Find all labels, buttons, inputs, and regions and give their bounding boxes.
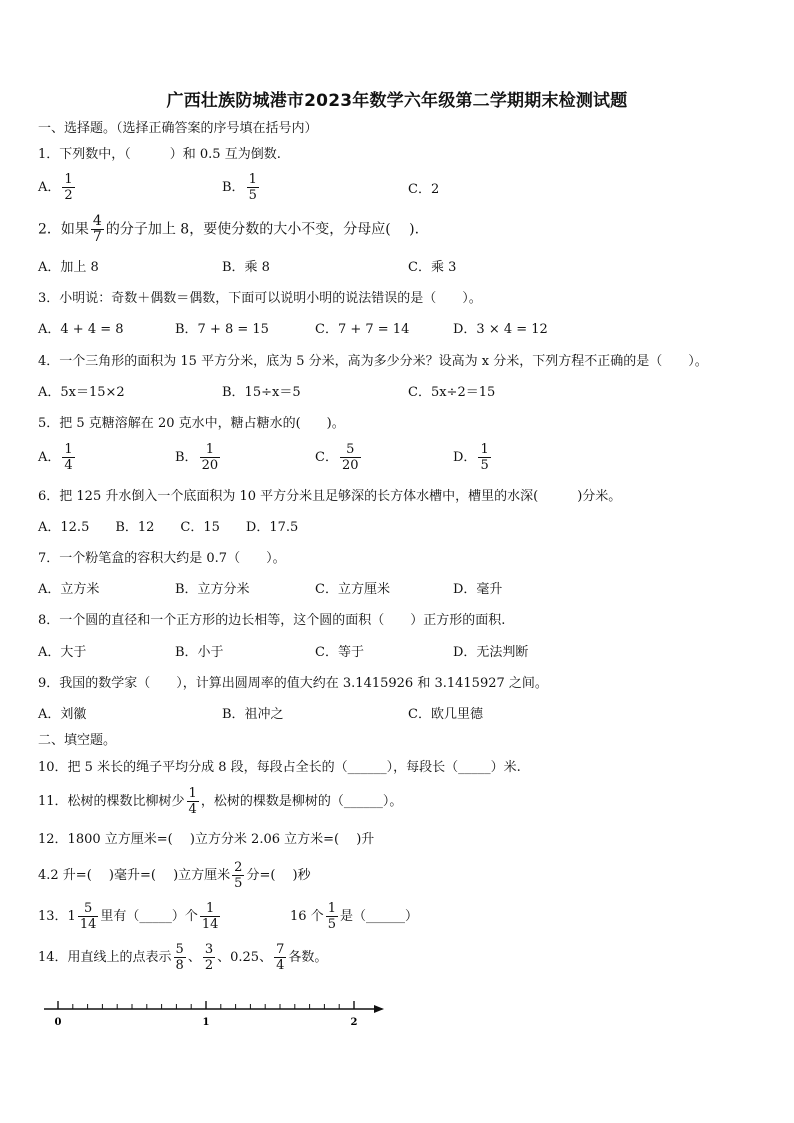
q3-option-d: D．3 × 4 = 12 xyxy=(453,322,548,337)
q7-option-a: A．立方米 xyxy=(38,582,100,597)
q5-option-b: B． $\frac{1}{20}$ xyxy=(175,442,219,473)
question-1: 1．下列数中，（ ）和 0.5 互为倒数. xyxy=(38,147,281,162)
q2-option-b: B．乘 8 xyxy=(222,260,270,275)
question-9: 9．我国的数学家（ ），计算出圆周率的值大约在 3.1415926 和 3.1415927 之间。 xyxy=(38,676,548,691)
q8-option-b: B．小于 xyxy=(175,645,224,660)
q4-option-b: B．15÷x＝5 xyxy=(222,385,301,400)
tick-label: 0 xyxy=(54,1017,62,1028)
fraction: $\frac{5}{14}$ xyxy=(79,901,97,932)
fraction: $\frac{1}{5}$ xyxy=(327,901,336,932)
fraction: $\frac{1}{14}$ xyxy=(201,901,219,932)
fraction: $\frac{1}{5}$ xyxy=(480,442,489,473)
fraction: $\frac{1}{4}$ xyxy=(188,786,197,817)
question-2: 2．如果 $\frac{4}{7}$ 的分子加上 8，要使分数的大小不变，分母应( ). xyxy=(38,213,420,245)
question-14: 14．用直线上的点表示 $\frac{5}{8}$ 、 $\frac{3}{2}$ 、0.25、 $\frac{7}{4}$ 各数。 xyxy=(38,942,328,973)
tick-label: 1 xyxy=(202,1017,210,1028)
section-heading-choice: 一、选择题。（选择正确答案的序号填在括号内） xyxy=(38,121,318,136)
fraction: $\frac{7}{4}$ xyxy=(276,942,285,973)
question-12-line-2: 4.2 升=( )毫升=( )立方厘米 $\frac{2}{5}$ 分=( )秒 xyxy=(38,860,311,891)
q2-option-a: A．加上 8 xyxy=(38,260,99,275)
fraction: $\frac{1}{5}$ xyxy=(248,172,257,203)
fraction: $\frac{1}{2}$ xyxy=(64,172,73,203)
q7-option-c: C．立方厘米 xyxy=(315,582,390,597)
q2-option-c: C．乘 3 xyxy=(408,260,457,275)
q1-option-c: C．2 xyxy=(408,182,440,197)
number-line-arrow xyxy=(374,1005,384,1013)
q9-option-b: B．祖冲之 xyxy=(222,707,284,722)
question-13: 13．1 $\frac{5}{14}$ 里有（_____）个 $\frac{1}{14}$ xyxy=(38,901,219,932)
fraction: $\frac{5}{20}$ xyxy=(341,442,359,473)
q6-options: A．12.5 B．12 C．15 D．17.5 xyxy=(38,520,299,535)
fraction: $\frac{1}{4}$ xyxy=(64,442,73,473)
fraction: $\frac{4}{7}$ xyxy=(92,213,102,245)
question-8: 8．一个圆的直径和一个正方形的边长相等，这个圆的面积（ ）正方形的面积. xyxy=(38,613,506,628)
number-line xyxy=(40,995,390,1035)
fraction: $\frac{3}{2}$ xyxy=(204,942,214,973)
tick-label: 2 xyxy=(350,1017,358,1028)
q5-option-d: D． $\frac{1}{5}$ xyxy=(453,442,489,473)
q7-option-d: D．毫升 xyxy=(453,582,503,597)
q3-option-a: A．4 + 4 = 8 xyxy=(38,322,124,337)
question-3: 3．小明说：奇数＋偶数＝偶数，下面可以说明小明的说法错误的是（ ）。 xyxy=(38,291,482,306)
question-11: 11．松树的棵数比柳树少 $\frac{1}{4}$ ，松树的棵数是柳树的（______）。 xyxy=(38,786,403,817)
q8-option-c: C．等于 xyxy=(315,645,364,660)
question-6: 6．把 125 升水倒入一个底面积为 10 平方分米且足够深的长方体水槽中，槽里的水深( )分米。 xyxy=(38,489,622,504)
section-heading-fill: 二、填空题。 xyxy=(38,733,117,748)
question-13-part-2: 16 个 $\frac{1}{5}$ 是（______） xyxy=(290,901,418,932)
q9-option-a: A．刘徽 xyxy=(38,707,87,722)
page-title: 广西壮族防城港市2023年数学六年级第二学期期末检测试题 xyxy=(166,91,628,111)
q3-option-b: B．7 + 8 = 15 xyxy=(175,322,269,337)
q3-option-c: C．7 + 7 = 14 xyxy=(315,322,410,337)
q1-option-b: B． $\frac{1}{5}$ xyxy=(222,172,257,203)
q9-option-c: C．欧几里德 xyxy=(408,707,483,722)
q7-option-b: B．立方分米 xyxy=(175,582,250,597)
q1-option-a: A． $\frac{1}{2}$ xyxy=(38,172,73,203)
fraction: $\frac{1}{20}$ xyxy=(201,442,219,473)
q8-option-d: D．无法判断 xyxy=(453,645,529,660)
question-5: 5．把 5 克糖溶解在 20 克水中，糖占糖水的( )。 xyxy=(38,416,345,431)
q8-option-a: A．大于 xyxy=(38,645,87,660)
question-10: 10．把 5 米长的绳子平均分成 8 段，每段占全长的（______），每段长（_____）米. xyxy=(38,760,521,775)
fraction: $\frac{2}{5}$ xyxy=(234,860,243,891)
q4-option-a: A．5x＝15×2 xyxy=(38,385,125,400)
q5-option-a: A． $\frac{1}{4}$ xyxy=(38,442,73,473)
fraction: $\frac{5}{8}$ xyxy=(175,942,184,973)
q5-option-c: C． $\frac{5}{20}$ xyxy=(315,442,359,473)
question-4: 4．一个三角形的面积为 15 平方分米，底为 5 分米，高为多少分米？设高为 x 分米，下列方程不正确的是（ ）。 xyxy=(38,354,708,369)
q4-option-c: C．5x÷2＝15 xyxy=(408,385,496,400)
question-12-line-1: 12．1800 立方厘米=( )立方分米 2.06 立方米=( )升 xyxy=(38,832,375,847)
question-7: 7．一个粉笔盒的容积大约是 0.7（ ）。 xyxy=(38,551,286,566)
